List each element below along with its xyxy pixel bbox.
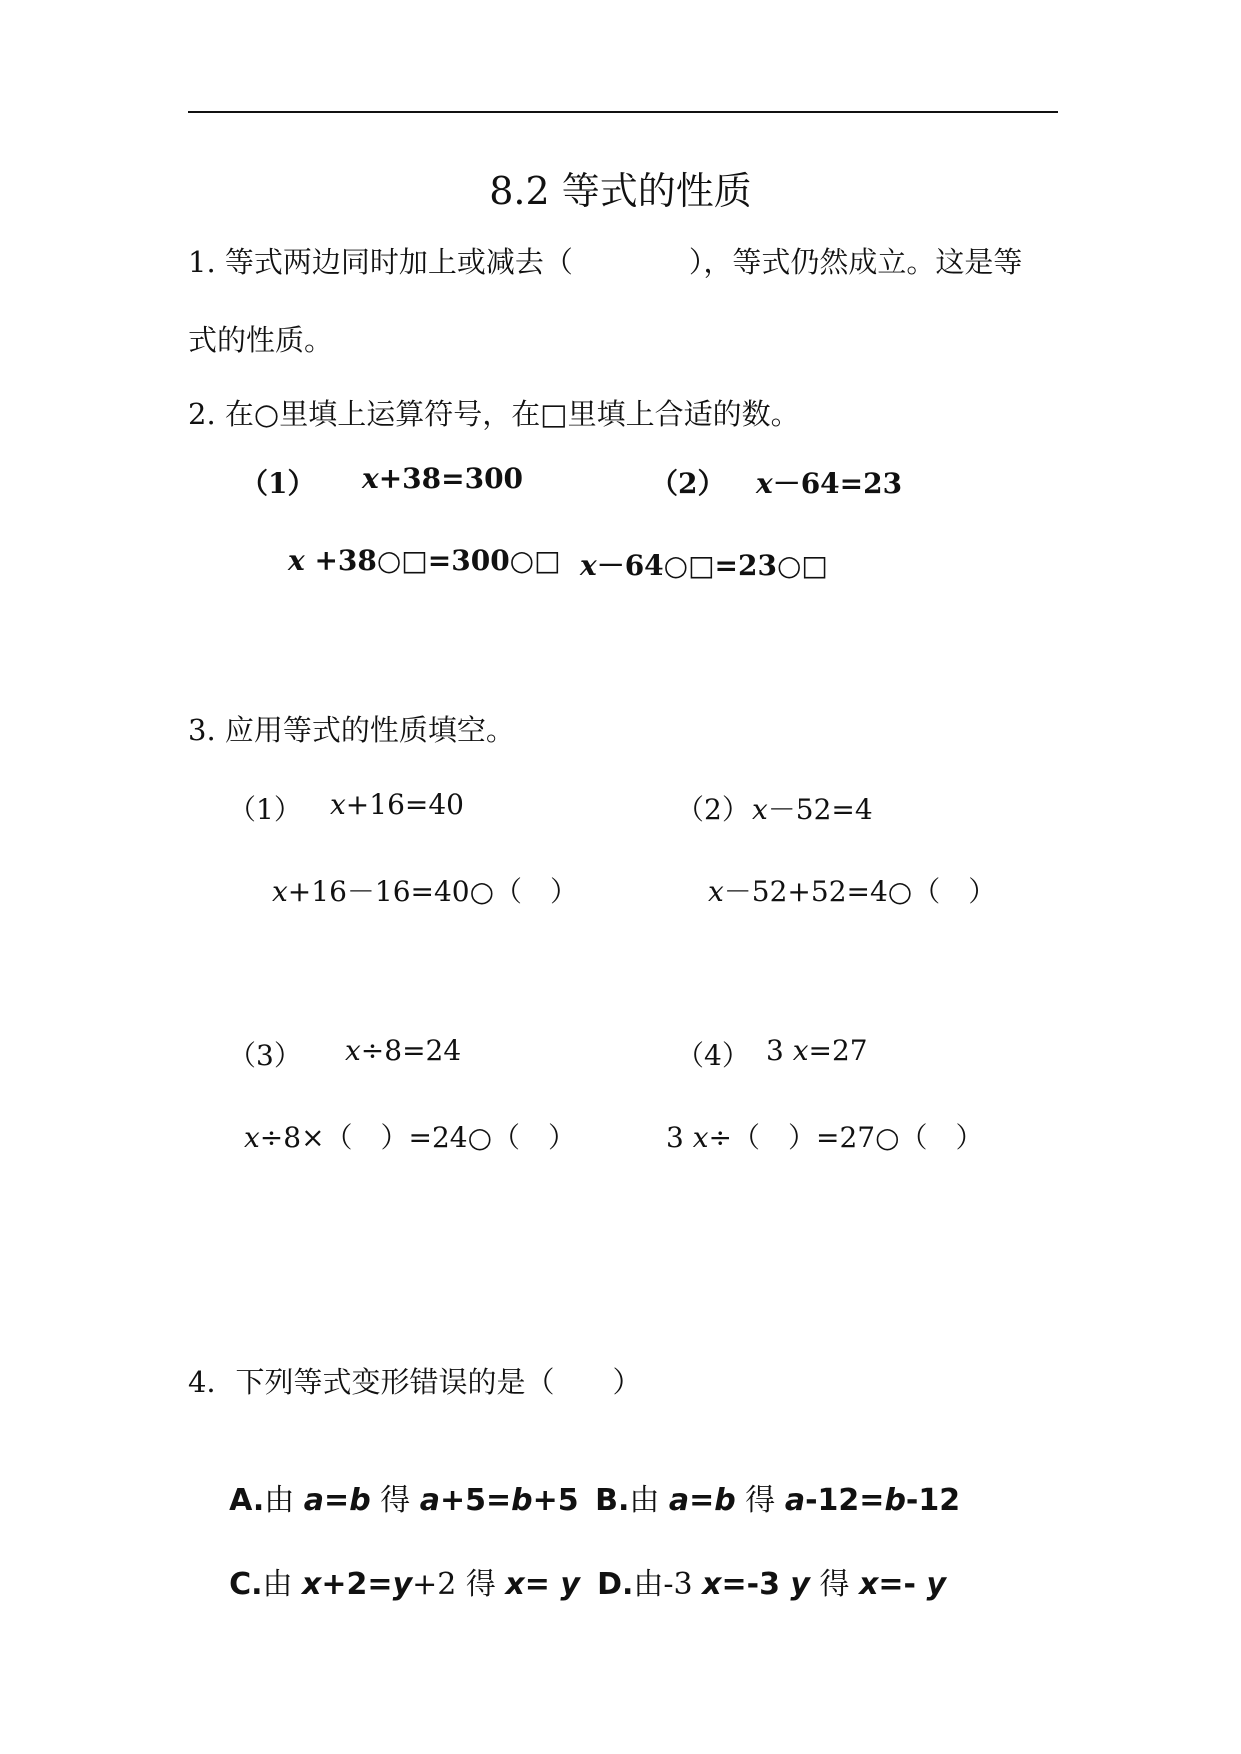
q3-part3-label: （3） — [228, 1039, 302, 1072]
q2-part1-equation: x+38=300 — [362, 462, 524, 495]
q4-option-c: C.由 x+2=y+2 得 x= y — [229, 1567, 580, 1602]
q4-option-b: B.由 a=b 得 a-12=b-12 — [595, 1483, 961, 1518]
q1-line1: 1. 等式两边同时加上或减去（ ），等式仍然成立。这是等 — [188, 245, 1023, 279]
q1-line2: 式的性质。 — [188, 323, 334, 357]
page-title: 8.2 等式的性质 — [489, 169, 752, 213]
q2-part1-step: x +38○□=300○□ — [288, 544, 561, 577]
q2-part1-label: （1） — [240, 467, 316, 500]
q3-part2-step: x－52+52=4○（ ） — [708, 875, 997, 908]
q3-part1-equation: x+16=40 — [330, 788, 464, 821]
q3-part2-label: （2） — [676, 793, 750, 826]
q3-part1-step: x+16－16=40○（ ） — [272, 875, 579, 908]
q3-part3-equation: x÷8=24 — [345, 1034, 462, 1067]
q3-part2-equation: x－52=4 — [752, 793, 873, 826]
q3-part1-label: （1） — [228, 793, 302, 826]
q3-part4-equation: 3 x=27 — [766, 1034, 868, 1067]
q3-part4-step: 3 x÷（ ）=27○（ ） — [666, 1121, 984, 1154]
q3-stem: 3. 应用等式的性质填空。 — [188, 713, 515, 747]
q2-stem: 2. 在○里填上运算符号，在□里填上合适的数。 — [188, 397, 800, 431]
header-rule — [188, 111, 1058, 113]
q3-part3-step: x÷8×（ ）=24○（ ） — [244, 1121, 577, 1154]
q4-stem: 4．下列等式变形错误的是（ ） — [188, 1365, 642, 1399]
q3-part4-label: （4） — [676, 1039, 750, 1072]
q2-part2-step: x－64○□=23○□ — [580, 549, 828, 582]
q4-option-d: D.由-3 x=-3 y 得 x=- y — [597, 1567, 947, 1602]
q2-part2-label: （2） — [650, 467, 726, 500]
q4-option-a: A.由 a=b 得 a+5=b+5 — [229, 1483, 579, 1518]
q2-part2-equation: x－64=23 — [756, 467, 903, 500]
